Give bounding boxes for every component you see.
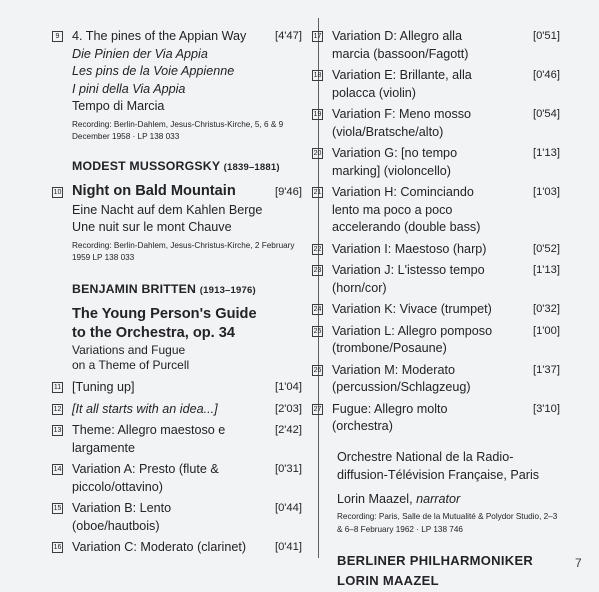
track-row xyxy=(52,461,302,496)
track-title: Variation C: Moderato (clarinet) xyxy=(72,540,247,555)
track-number-box: 19 xyxy=(313,111,322,118)
track-row xyxy=(312,241,560,259)
track-title: [Tuning up] xyxy=(72,380,135,395)
track-title: Variation E: Brillante, alla polacca (violin) xyxy=(332,68,472,100)
track-number-box: 24 xyxy=(313,306,322,313)
track-duration: [0'41] xyxy=(274,541,302,554)
track-row xyxy=(312,323,560,358)
track-title: Variation I: Maestoso (harp) xyxy=(332,241,487,256)
track-list-left xyxy=(52,379,302,557)
track-row xyxy=(312,106,560,141)
track-number-box: 26 xyxy=(313,366,322,374)
track-duration: [0'51] xyxy=(532,30,560,42)
narrator-name: Lorin Maazel, xyxy=(337,491,413,506)
track-number-box: 18 xyxy=(313,72,322,79)
track-number-box: 10 xyxy=(53,189,62,197)
track-duration: [3'10] xyxy=(532,402,560,415)
recording-note: Recording: Berlin-Dahlem, Jesus-Christus-Kirche, 5, 6 & 9 December 1958 · LP 138 033 xyxy=(72,119,284,142)
track-title: Variation D: Allegro alla marcia (bassoon/Fagott) xyxy=(332,29,469,61)
track-number-box: 21 xyxy=(313,189,322,196)
orchestra-credit: BERLINER PHILHARMONIKER xyxy=(337,552,534,568)
track-duration: [2'03] xyxy=(274,402,302,415)
track-number-box: 12 xyxy=(53,405,62,413)
alt-title-fr: Une nuit sur le mont Chauve xyxy=(72,220,232,235)
alt-title-fr: Les pins de la Voie Appienne xyxy=(72,64,235,78)
track-duration: [9'46] xyxy=(274,186,302,199)
track-title: Variation G: [no tempo marking] (violoncello) xyxy=(332,146,458,178)
track-row xyxy=(312,362,560,397)
recording-note: Recording: Paris, Salle de la Mutualité & Polydor Studio, 2–3 & 6–8 February 1962 · LP 138 746 xyxy=(337,512,558,534)
track-title: Variation B: Lento (oboe/hautbois) xyxy=(72,501,172,533)
track-duration: [0'52] xyxy=(532,242,560,255)
track-duration: [2'42] xyxy=(274,424,302,437)
track-title: [It all starts with an idea...] xyxy=(72,401,218,416)
track-title: Variation L: Allegro pomposo (trombone/Posaune) xyxy=(332,323,493,355)
track-row xyxy=(52,539,302,557)
track-number-box: 25 xyxy=(313,327,322,335)
composer-heading xyxy=(72,158,302,176)
track-row xyxy=(312,262,560,297)
alt-title-de: Eine Nacht auf dem Kahlen Berge xyxy=(72,202,263,217)
track-duration: [1'13] xyxy=(532,147,560,159)
work-title-line2: to the Orchestra, op. 34 xyxy=(72,325,236,342)
track-title: 4. The pines of the Appian Way xyxy=(72,29,247,43)
work-subtitle-line2: on a Theme of Purcell xyxy=(72,358,190,373)
track-duration: [1'03] xyxy=(532,186,560,198)
track-number-box: 11 xyxy=(53,384,62,392)
composer-dates: (1839–1881) xyxy=(223,162,280,174)
track-duration: [0'31] xyxy=(274,463,302,476)
track-row xyxy=(312,401,560,436)
track-number-box: 22 xyxy=(313,245,322,253)
track-row xyxy=(312,184,560,237)
track-row xyxy=(52,422,302,457)
track-number-box: 16 xyxy=(53,544,62,552)
track-duration: [0'32] xyxy=(532,303,560,315)
narrator-credit xyxy=(337,490,560,509)
orchestra-name: Orchestre National de la Radio-diffusion-Télévision Française, Paris xyxy=(337,449,540,482)
track-row xyxy=(312,301,560,319)
track-title: Variation J: L'istesso tempo (horn/cor) xyxy=(332,263,485,295)
narrator-role: narrator xyxy=(416,491,461,506)
track-title: Theme: Allegro maestoso e largamente xyxy=(72,423,226,455)
recording-note: Recording: Berlin-Dahlem, Jesus-Christus-Kirche, 2 February 1959 LP 138 033 xyxy=(72,240,295,263)
work-title: Night on Bald Mountain xyxy=(72,183,236,200)
right-column xyxy=(312,28,560,591)
composer-name: MODEST MUSSORGSKY xyxy=(72,159,221,174)
track-number-box: 14 xyxy=(53,466,62,474)
track-list-right xyxy=(312,28,560,436)
track-number-box: 23 xyxy=(313,267,322,274)
alt-title-de: Die Pinien der Via Appia xyxy=(72,46,208,61)
track-title: Variation K: Vivace (trumpet) xyxy=(332,302,492,316)
track-title: Variation M: Moderato (percussion/Schlagzeug) xyxy=(332,362,471,394)
track-row xyxy=(52,182,302,202)
track-number-box: 20 xyxy=(313,150,322,157)
left-column xyxy=(52,28,302,557)
track-number-box: 27 xyxy=(313,405,322,413)
composer-name: BENJAMIN BRITTEN xyxy=(72,282,197,297)
track-row xyxy=(52,401,302,419)
track-duration: [4'47] xyxy=(274,30,302,42)
track-duration: [0'46] xyxy=(532,69,560,81)
track-title: Variation F: Meno mosso (viola/Bratsche/alto) xyxy=(332,107,472,139)
composer-dates: (1913–1976) xyxy=(199,285,256,297)
track-duration: [1'04] xyxy=(274,381,302,394)
tempo-marking: Tempo di Marcia xyxy=(72,99,165,113)
track-title: Variation H: Cominciando lento ma poco a poco accelerando (double bass) xyxy=(332,185,481,234)
alt-title-it: I pini della Via Appia xyxy=(72,81,186,96)
page-number: 7 xyxy=(575,556,582,570)
track-duration: [0'44] xyxy=(274,502,302,515)
track-number-box: 15 xyxy=(53,505,62,513)
track-row xyxy=(312,145,560,180)
work-title-line1: The Young Person's Guide xyxy=(72,306,257,323)
track-row xyxy=(52,379,302,397)
track-title: Fugue: Allegro molto (orchestra) xyxy=(332,401,448,433)
track-number-box: 13 xyxy=(53,427,62,435)
track-row xyxy=(52,28,302,46)
track-row xyxy=(312,28,560,63)
track-title: Variation A: Presto (flute & piccolo/ottavino) xyxy=(72,462,219,494)
track-duration: [1'13] xyxy=(532,264,560,276)
track-number-box: 17 xyxy=(313,33,322,40)
conductor-credit: LORIN MAAZEL xyxy=(337,572,439,588)
track-number-box: 9 xyxy=(52,31,63,42)
track-row xyxy=(52,500,302,535)
track-duration: [1'37] xyxy=(532,363,560,376)
track-duration: [0'54] xyxy=(532,108,560,120)
track-row xyxy=(312,67,560,102)
work-subtitle-line1: Variations and Fugue xyxy=(72,343,186,358)
composer-heading xyxy=(72,281,302,299)
track-duration: [1'00] xyxy=(532,324,560,337)
